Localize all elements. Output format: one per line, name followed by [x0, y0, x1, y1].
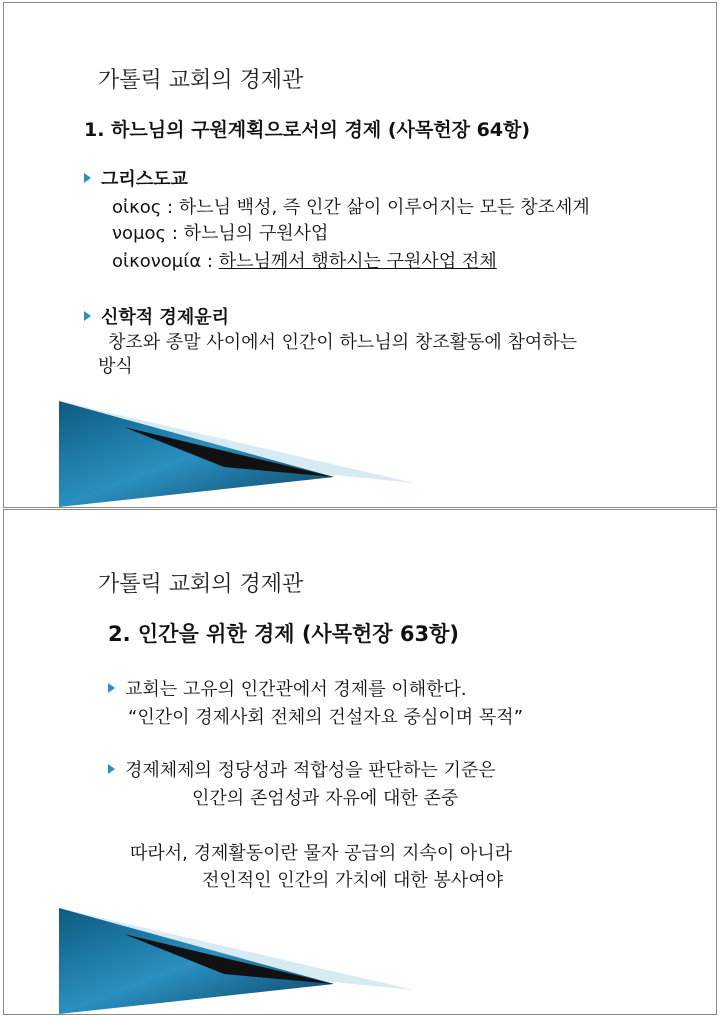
bullet-arrow-icon [84, 311, 91, 321]
conclusion-line: 따라서, 경제활동이란 물자 공급의 지속이 아니라 [130, 843, 513, 864]
bullet-label: 신학적 경제윤리 [101, 307, 229, 328]
bullet-label: 그리스도교 [101, 169, 188, 190]
bullet-item [108, 756, 496, 782]
bullet-item [84, 303, 229, 329]
slide-title: 가톨릭 교회의 경제관 [98, 572, 304, 597]
slide-2 [3, 509, 717, 1015]
bullet-arrow-icon [108, 683, 115, 693]
bullet-label: 교회는 고유의 인간관에서 경제를 이해한다. [125, 679, 467, 700]
section-heading: 1. 하느님의 구원계획으로서의 경제 (사목헌장 64항) [84, 119, 531, 141]
definition-line [112, 247, 497, 273]
slide-title: 가톨릭 교회의 경제관 [98, 68, 304, 93]
quote-line: “인간이 경제사회 전체의 건설자요 중심이며 목적” [128, 707, 524, 728]
slide-decoration [4, 397, 716, 507]
criterion-line: 인간의 존엄성과 자유에 대한 존중 [192, 788, 459, 809]
bullet-arrow-icon [84, 173, 91, 183]
slide-1 [3, 2, 717, 508]
bullet-item [108, 675, 467, 701]
bullet-label: 경제체제의 정당성과 적합성을 판단하는 기준은 [125, 760, 496, 781]
bullet-arrow-icon [108, 764, 115, 774]
slide-decoration [4, 904, 716, 1014]
definition-line: νομος : 하느님의 구원사업 [112, 223, 329, 244]
definition-line: οἰκος : 하느님 백성, 즉 인간 삶이 이루어지는 모든 창조세계 [112, 197, 590, 218]
definition-term: οἰκονομία : [112, 251, 219, 272]
paragraph-line: 창조와 종말 사이에서 인간이 하느님의 창조활동에 참여하는 [108, 332, 578, 353]
paragraph-line: 방식 [98, 356, 133, 377]
conclusion-line: 전인적인 인간의 가치에 대한 봉사여야 [202, 870, 504, 891]
bullet-item [84, 165, 188, 191]
definition-text-underlined: 하느님께서 행하시는 구원사업 전체 [218, 251, 497, 272]
section-heading: 2. 인간을 위한 경제 (사목헌장 63항) [108, 622, 459, 646]
